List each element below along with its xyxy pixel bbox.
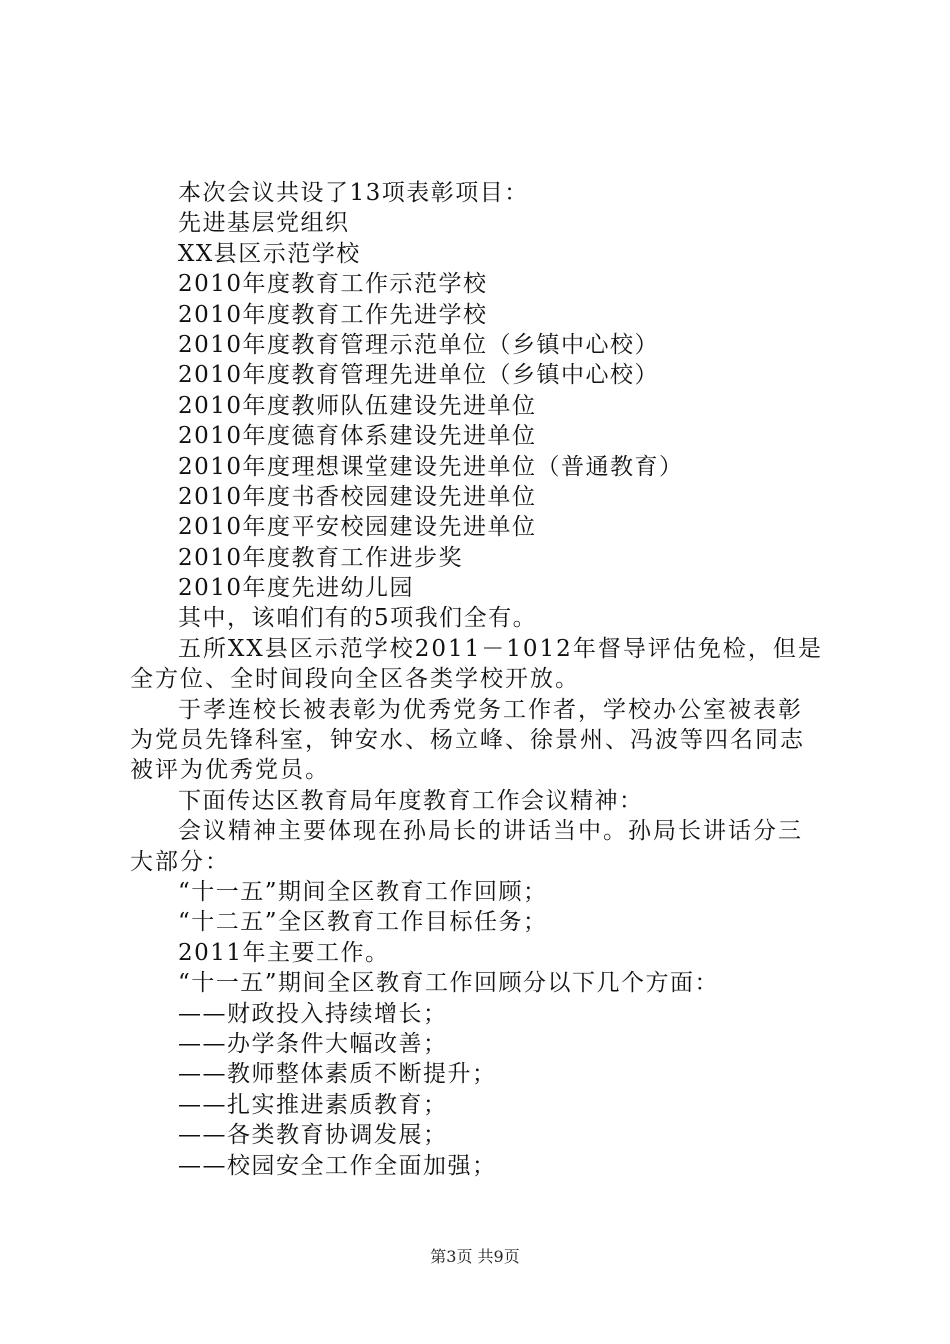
review-item: ——教师整体素质不断提升； (178, 1061, 497, 1088)
intro-line: 本次会议共设了13项表彰项目： (178, 180, 529, 206)
award-item: 2010年度平安校园建设先进单位 (178, 514, 537, 541)
speech-part-item: 2011年主要工作。 (178, 939, 390, 966)
paragraph-line: 大部分： (130, 848, 230, 875)
speech-part-list (130, 877, 835, 968)
paragraph-line: 会议精神主要体现在孙局长的讲话当中。孙局长讲话分三 (178, 818, 803, 845)
award-list (130, 208, 835, 603)
paragraph-speech (130, 816, 835, 877)
document-body (130, 178, 835, 1181)
award-item: 2010年度教师队伍建设先进单位 (178, 392, 537, 419)
relay-line: 下面传达区教育局年度教育工作会议精神： (178, 787, 644, 814)
award-item: 2010年度教育管理先进单位（乡镇中心校） (178, 362, 660, 389)
speech-part-item: “十二五”全区教育工作目标任务； (178, 909, 548, 936)
review-item: ——校园安全工作全面加强； (178, 1152, 497, 1179)
paragraph-inspection (130, 634, 835, 695)
paragraph-line: 于孝连校长被表彰为优秀党务工作者，学校办公室被表彰 (178, 696, 803, 723)
review-item: ——各类教育协调发展； (178, 1122, 448, 1149)
award-item: 2010年度先进幼儿园 (178, 575, 415, 602)
paragraph-line: 被评为优秀党员。 (130, 757, 330, 784)
award-item: 2010年度书香校园建设先进单位 (178, 483, 537, 510)
review-item: ——财政投入持续增长； (178, 1000, 448, 1027)
review-item: ——扎实推进素质教育； (178, 1091, 448, 1118)
review-intro-line: “十一五”期间全区教育工作回顾分以下几个方面： (178, 970, 720, 997)
paragraph-line: 全方位、全时间段向全区各类学校开放。 (130, 666, 580, 693)
award-item: XX县区示范学校 (178, 240, 361, 267)
award-item: 2010年度德育体系建设先进单位 (178, 423, 537, 450)
review-list (130, 999, 835, 1181)
award-item: 2010年度理想课堂建设先进单位（普通教育） (178, 453, 684, 480)
award-item: 2010年度教育工作进步奖 (178, 544, 464, 571)
review-item: ——办学条件大幅改善； (178, 1030, 448, 1057)
summary-line: 其中，该咱们有的5项我们全有。 (178, 605, 538, 632)
paragraph-honors (130, 695, 835, 786)
paragraph-line: 五所XX县区示范学校2011－1012年督导评估免检，但是 (178, 635, 823, 662)
award-item: 先进基层党组织 (178, 210, 350, 237)
award-item: 2010年度教育工作先进学校 (178, 301, 488, 328)
award-item: 2010年度教育管理示范单位（乡镇中心校） (178, 331, 660, 358)
speech-part-item: “十一五”期间全区教育工作回顾； (178, 878, 548, 905)
award-item: 2010年度教育工作示范学校 (178, 271, 488, 298)
page-number-footer: 第3页 共9页 (430, 1247, 520, 1266)
paragraph-line: 为党员先锋科室，钟安水、杨立峰、徐景州、冯波等四名同志 (130, 727, 805, 754)
